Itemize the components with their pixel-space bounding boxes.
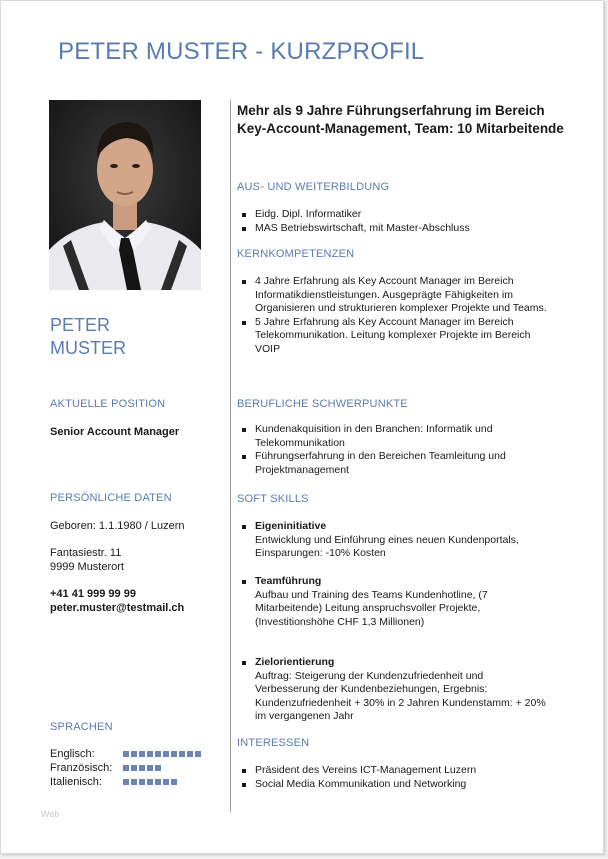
- list-item: 4 Jahre Erfahrung als Key Account Manager im Bereich Informatikdienstleistungen. Ausgeprägte Fähigkeiten im Organisieren und strukturieren komplexer Projekte und Teams.: [237, 275, 547, 316]
- level-dot: [123, 779, 129, 785]
- address-street: Fantasiestr. 11: [50, 547, 122, 559]
- skill-description: Entwicklung und Einführung eines neuen Kundenportals, Einsparungen: -10% Kosten: [255, 533, 519, 559]
- language-name: Italienisch:: [50, 776, 102, 788]
- interests-list: [237, 764, 547, 791]
- watermark: Web: [41, 809, 60, 819]
- education-list: [237, 208, 547, 235]
- language-name: Englisch:: [50, 748, 95, 760]
- education-heading: AUS- UND WEITERBILDUNG: [237, 181, 390, 193]
- focus-heading: BERUFLICHE SCHWERPUNKTE: [237, 398, 408, 410]
- profile-headline: Mehr als 9 Jahre Führungserfahrung im Bereich Key-Account-Management, Team: 10 Mitarbeitende: [237, 103, 564, 136]
- level-dot: [139, 765, 145, 771]
- email-address: peter.muster@testmail.ch: [50, 602, 185, 614]
- level-dot: [195, 751, 201, 757]
- level-dot: [163, 779, 169, 785]
- language-name: Französisch:: [50, 762, 113, 774]
- phone-number: +41 41 999 99 99: [50, 588, 136, 600]
- language-level-indicator: [123, 765, 161, 771]
- level-dot: [147, 751, 153, 757]
- personal-data-heading: PERSÖNLICHE DATEN: [50, 492, 172, 504]
- language-row: [50, 747, 201, 761]
- list-item: Präsident des Vereins ICT-Management Luzern: [237, 764, 547, 778]
- skill-title: Eigeninitiative: [255, 520, 327, 532]
- level-dot: [179, 751, 185, 757]
- list-item: [237, 520, 547, 561]
- interests-heading: INTERESSEN: [237, 737, 310, 749]
- competencies-heading: KERNKOMPETENZEN: [237, 248, 355, 260]
- skill-title: Teamführung: [255, 575, 322, 587]
- address-city: 9999 Musterort: [50, 561, 124, 573]
- list-item: Kundenakquisition in den Branchen: Informatik und Telekommunikation: [237, 423, 547, 450]
- level-dot: [171, 751, 177, 757]
- list-item: 5 Jahre Erfahrung als Key Account Manager im Bereich Telekommunikation. Leitung komplexer Projekte im Bereich VOIP: [237, 316, 547, 357]
- level-dot: [155, 751, 161, 757]
- portrait-illustration: [49, 100, 201, 290]
- level-dot: [123, 765, 129, 771]
- level-dot: [147, 779, 153, 785]
- level-dot: [147, 765, 153, 771]
- level-dot: [131, 779, 137, 785]
- level-dot: [187, 751, 193, 757]
- focus-list: [237, 423, 547, 477]
- skill-description: Auftrag: Steigerung der Kundenzufriedenheit und Verbesserung der Kundenbeziehungen, Ergebnis: Kundenzufriedenheit + 30% in 2 Jahren Kundenstamm: + 20% im vergangenen Jahr: [255, 669, 546, 722]
- birth-info: Geboren: 1.1.1980 / Luzern: [50, 520, 185, 532]
- level-dot: [123, 751, 129, 757]
- list-item: Führungserfahrung in den Bereichen Teamleitung und Projektmanagement: [237, 450, 547, 477]
- level-dot: [131, 765, 137, 771]
- language-level-indicator: [123, 751, 201, 757]
- level-dot: [131, 751, 137, 757]
- soft-skills-list-2: [237, 575, 547, 629]
- column-divider: [230, 100, 231, 812]
- languages-heading: SPRACHEN: [50, 721, 113, 733]
- competencies-list: [237, 275, 547, 356]
- list-item: Eidg. Dipl. Informatiker: [237, 208, 547, 222]
- list-item: [237, 575, 547, 629]
- level-dot: [139, 751, 145, 757]
- soft-skills-list-3: [237, 656, 547, 724]
- level-dot: [155, 765, 161, 771]
- language-level-indicator: [123, 779, 177, 785]
- list-item: Social Media Kommunikation und Networking: [237, 778, 547, 792]
- skill-description: Aufbau und Training des Teams Kundenhotline, (7 Mitarbeitende) Leitung anspruchsvoller Projekte, (Investitionshöhe CHF 1,3 Millionen): [255, 588, 488, 628]
- level-dot: [139, 779, 145, 785]
- soft-skills-heading: SOFT SKILLS: [237, 493, 309, 505]
- soft-skills-list: [237, 520, 547, 561]
- current-position-heading: AKTUELLE POSITION: [50, 398, 166, 410]
- profile-name: [50, 314, 126, 360]
- page-title: PETER MUSTER - KURZPROFIL: [58, 38, 425, 65]
- profile-photo: [49, 100, 201, 290]
- level-dot: [163, 751, 169, 757]
- address: [50, 546, 124, 574]
- language-row: [50, 761, 161, 775]
- list-item: MAS Betriebswirtschaft, mit Master-Abschluss: [237, 222, 547, 236]
- list-item: [237, 656, 547, 724]
- level-dot: [155, 779, 161, 785]
- level-dot: [171, 779, 177, 785]
- current-position-value: Senior Account Manager: [50, 426, 180, 438]
- skill-title: Zielorientierung: [255, 656, 335, 668]
- contact: [50, 587, 184, 615]
- first-name: PETER: [50, 315, 111, 335]
- last-name: MUSTER: [50, 338, 126, 358]
- language-row: [50, 775, 177, 789]
